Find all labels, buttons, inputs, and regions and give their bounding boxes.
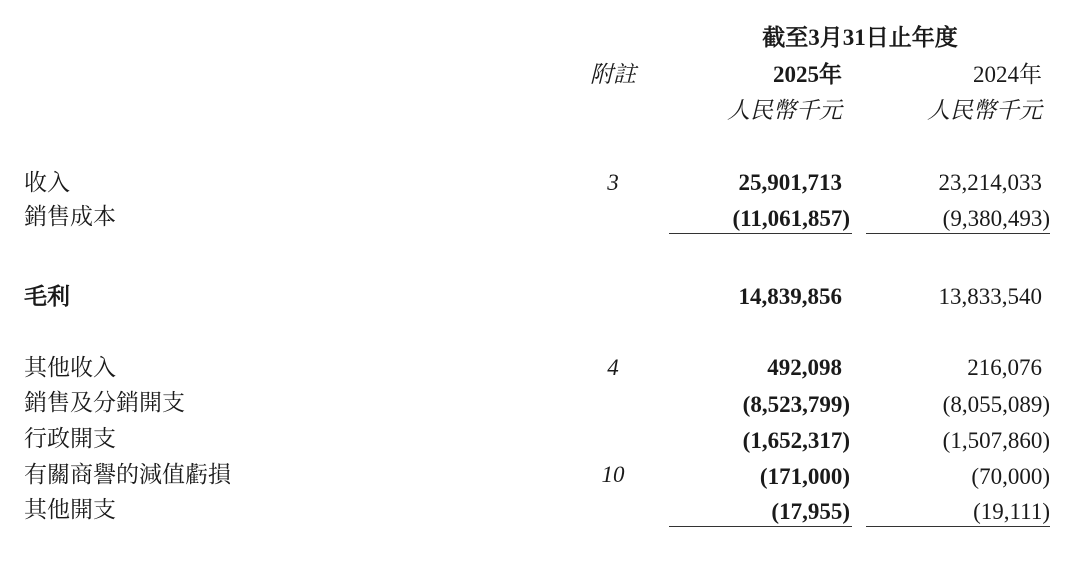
row-prior-value: (9,380,493) — [942, 206, 1050, 231]
row-label: 其他收入 — [24, 355, 116, 380]
row-current-value: (17,955) — [771, 499, 850, 524]
period-title: 截至3月31日止年度 — [762, 25, 958, 50]
row-current-value: (8,523,799) — [742, 392, 850, 417]
subtotal-rule-current — [669, 526, 852, 527]
row-prior-value: 13,833,540 — [938, 284, 1042, 309]
subtotal-rule-current — [669, 233, 852, 234]
year-current-header: 2025年 — [773, 62, 842, 87]
row-prior-value: 216,076 — [967, 355, 1042, 380]
row-label: 行政開支 — [24, 426, 116, 451]
row-note: 10 — [601, 462, 625, 487]
row-prior-value: 23,214,033 — [938, 170, 1042, 195]
row-current-value: 25,901,713 — [738, 170, 842, 195]
row-label: 收入 — [24, 170, 70, 195]
row-prior-value: (19,111) — [973, 499, 1050, 524]
row-label-gross-profit: 毛利 — [24, 284, 70, 309]
row-current-value: 492,098 — [767, 355, 842, 380]
row-current-value: (171,000) — [759, 464, 850, 489]
row-label: 其他開支 — [24, 497, 116, 522]
row-current-value: (1,652,317) — [742, 428, 850, 453]
row-current-value: 14,839,856 — [738, 284, 842, 309]
row-label: 銷售及分銷開支 — [24, 390, 185, 415]
row-prior-value: (8,055,089) — [942, 392, 1050, 417]
subtotal-rule-prior — [866, 233, 1050, 234]
subtotal-rule-prior — [866, 526, 1050, 527]
row-prior-value: (70,000) — [971, 464, 1050, 489]
row-note: 4 — [607, 355, 619, 380]
row-current-value: (11,061,857) — [732, 206, 850, 231]
row-prior-value: (1,507,860) — [942, 428, 1050, 453]
unit-prior-header: 人民幣千元 — [927, 98, 1042, 123]
note-column-header: 附註 — [590, 62, 636, 87]
row-label: 銷售成本 — [24, 204, 116, 229]
year-prior-header: 2024年 — [973, 62, 1042, 87]
unit-current-header: 人民幣千元 — [727, 98, 842, 123]
row-label: 有關商譽的減值虧損 — [24, 462, 231, 487]
row-note: 3 — [607, 170, 619, 195]
